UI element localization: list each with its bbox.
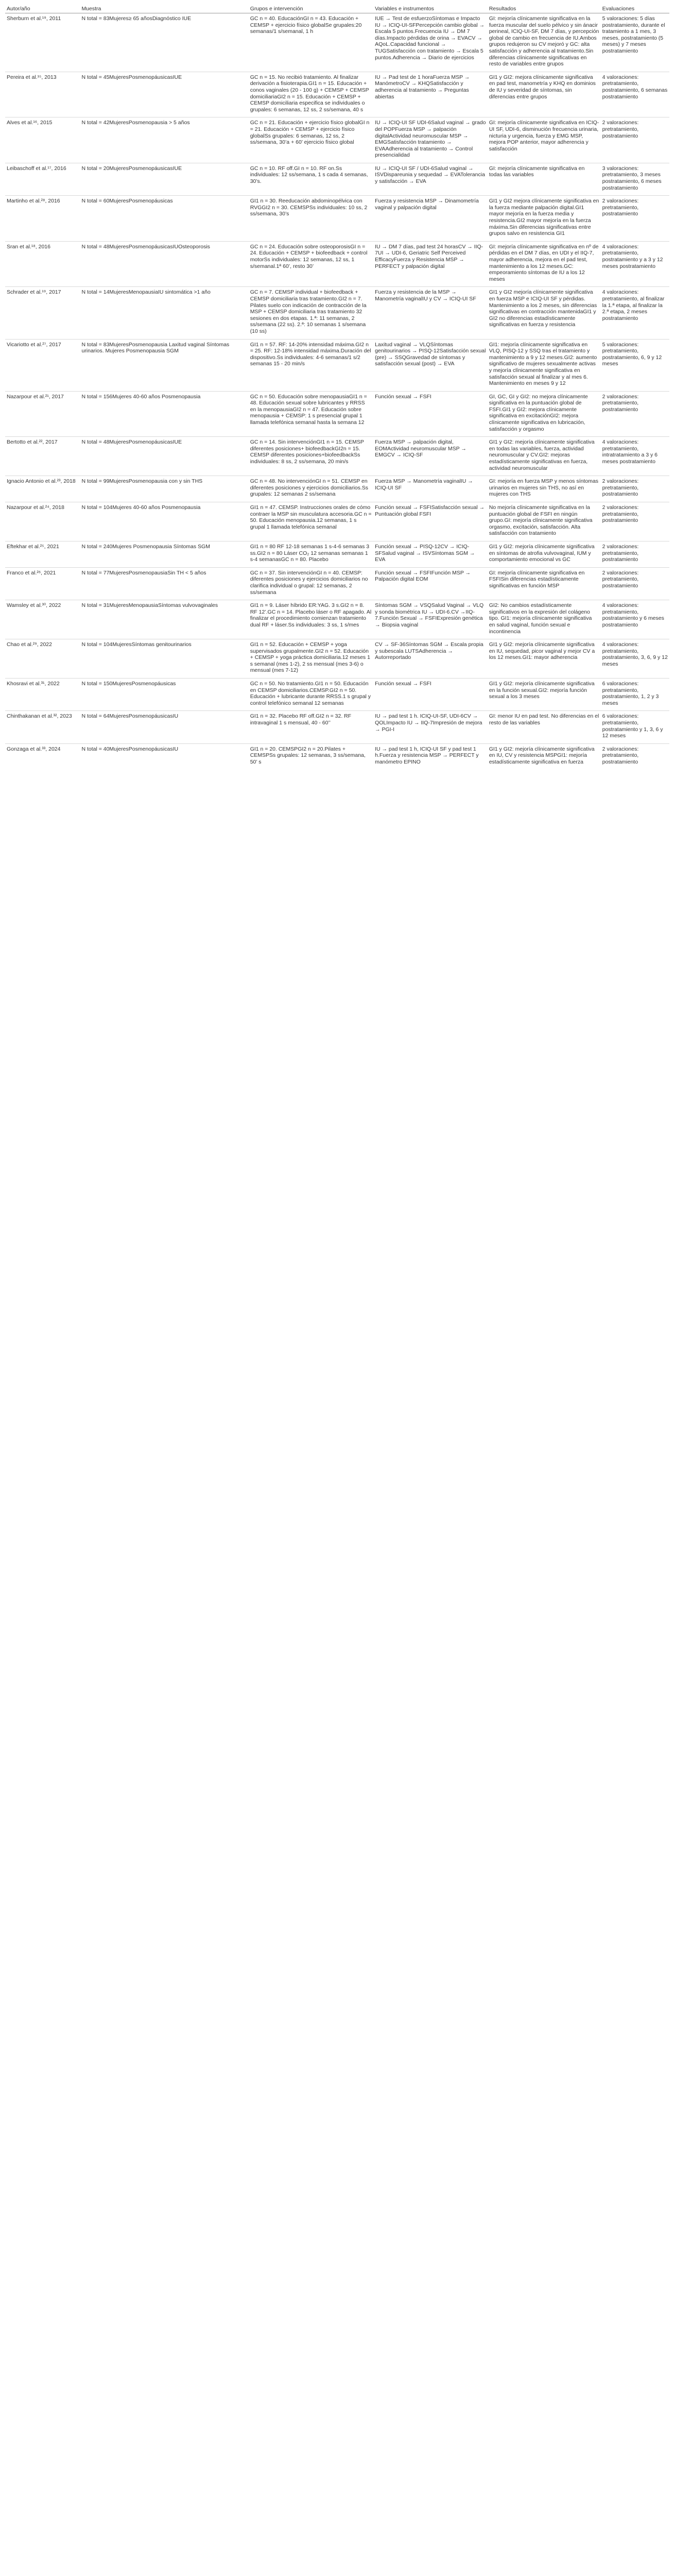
evaluations-cell: 4 valoraciones: pretratamiento, postratamiento y 6 meses postratamiento [601, 600, 669, 639]
author-cell: Franco et al.²⁶, 2021 [5, 567, 80, 600]
table-row [5, 679, 669, 711]
results-cell: GI1 y GI2: mejoría clínicamente significativa en IU, CV y resistencia MSPGI1: mejoría estadísticamente significativa en fuerza [488, 743, 601, 769]
table-row [5, 339, 669, 391]
author-cell: Sran et al.¹⁸, 2016 [5, 241, 80, 287]
groups-cell: GI1 n = 30. Reeducación abdominopélvica con RVGGI2 n = 30. CEMSPSs individuales: 10 ss, 2 ss/semana, 30’s [249, 196, 373, 242]
results-cell: GI: mejoría clínicamente significativa en FSFISin diferencias estadísticamente significativas en función MSP [488, 567, 601, 600]
groups-cell: GI1 n = 9. Láser híbrido ER:YAG. 3 s.GI2 n = 8. RF 12’.GC n = 14. Placebo láser o RF apagado. Al finalizar el procedimiento comienzan tratamiento dual RF + láser.Ss individuales: 3 ss, 1 s/mes [249, 600, 373, 639]
sample-cell: N total = 156Mujeres 40-60 años Posmenopausia [80, 391, 248, 437]
author-cell: Nazarpour et al.²⁴, 2018 [5, 502, 80, 541]
sample-cell: N total = 64MujeresPosmenopáusicasIU [80, 711, 248, 743]
groups-cell: GC n = 15. No recibió tratamiento. Al finalizar derivación a fisioterapia.GI1 n = 15. Educación + conos vaginales (20 - 100 g) + CEMSP + CEMSP domiciliariaGI2 n = 15. Educación + CEMSP + CEMSP domiciliaria especifica se individuales o grupales: 6 semanas, 12 ss, 2 ss/semana, 40 s [249, 72, 373, 117]
evaluations-cell: 2 valoraciones: pretratamiento, postratamiento [601, 541, 669, 567]
table-row [5, 567, 669, 600]
variables-cell: Fuerza y resistencia MSP → Dinamometría vaginal y palpación digital [373, 196, 488, 242]
groups-cell: GI1 n = 80 RF 12-18 semanas 1 s-4-6 semanas 3 ss.GI2 n = 80 Láser CO₂ 12 semanas semanas 1 s-4 semanasGC n = 80. Placebo [249, 541, 373, 567]
sample-cell: N total = 77MujeresPosmenopausiaSin TH < 5 años [80, 567, 248, 600]
groups-cell: GC n = 10. RF off.GI n = 10. RF on.Ss individuales: 12 ss/semana, 1 s cada 4 semanas, 30’s. [249, 163, 373, 195]
header-variables: Variables e instrumentos [373, 4, 488, 13]
results-cell: GI: mejoría en fuerza MSP y menos síntomas urinarios en mujeres sin THS, no así en mujeres con THS [488, 476, 601, 502]
sample-cell: N total = 45MujeresPosmenopáusicasIUE [80, 72, 248, 117]
author-cell: Nazarpour et al.²¹, 2017 [5, 391, 80, 437]
author-cell: Schrader et al.¹⁹, 2017 [5, 287, 80, 339]
sample-cell: N total = 60MujeresPosmenopáusicas [80, 196, 248, 242]
variables-cell: Síntomas SGM → VSQSalud Vaginal → VLQ y sonda biométrica IU → UDI-6.CV →IIQ-7.Función Sexual → FSFIExpresión genética → Biopsia vaginal [373, 600, 488, 639]
author-cell: Leibaschoff et al.¹⁷, 2016 [5, 163, 80, 195]
sample-cell: N total = 48MujeresPosmenopáusicasIUOsteoporosis [80, 241, 248, 287]
sample-cell: N total = 20MujeresPosmenopáusicasIUE [80, 163, 248, 195]
table-row [5, 163, 669, 195]
sample-cell: N total = 48MujeresPosmenopáusicasIUE [80, 437, 248, 476]
header-groups: Grupos e intervención [249, 4, 373, 13]
variables-cell: IU → pad test 1 h, ICIQ-UI SF y pad test 1 h.Fuerza y resistencia MSP → PERFECT y manómetro EPINO [373, 743, 488, 769]
table-row [5, 287, 669, 339]
results-cell: GI2: No cambios estadísticamente significativos en la expresión del colágeno tipo. GI1: mejoría clínicamente significativa en salud vaginal, función sexual e incontinencia [488, 600, 601, 639]
author-cell: Chao et al.²⁹, 2022 [5, 639, 80, 679]
results-cell: GI1 y GI2: mejoría clínicamente significativa en IU, sequedad, picor vaginal y mejor CV a los 12 meses.GI1: mayor adherencia [488, 639, 601, 679]
evaluations-cell: 3 valoraciones: pretratamiento, 3 meses postratamiento, 6 meses postratamiento [601, 163, 669, 195]
groups-cell: GC n = 50. Educación sobre menopausiaGI1 n = 48. Educación sexual sobre lubricantes y RRSS en la menopausiaGI2 n = 47. Educación sobre menopausia + CEMSP: 1 s presencial grupal 1 llamada telefónica semanal hasta la semana 12 [249, 391, 373, 437]
author-cell: Pereira et al.¹⁵, 2013 [5, 72, 80, 117]
table-row [5, 711, 669, 743]
header-author: Autor/año [5, 4, 80, 13]
sample-cell: N total = 104Mujeres 40-60 años Posmenopausia [80, 502, 248, 541]
sample-cell: N total = 42MujeresPosmenopausia > 5 años [80, 117, 248, 163]
author-cell: Khosravi et al.³¹, 2022 [5, 679, 80, 711]
groups-cell: GC n = 7. CEMSP individual + biofeedback + CEMSP domiciliaria tras tratamiento.GI2 n = 7. Pilates suelo con indicación de contracción de la MSP + CEMSP domiciliaria tras tratamiento 32 sesiones en dos etapas. 1.ª: 11 semanas, 2 ss/semana (22 ss). 2.ª: 10 semanas 1 s/semana (10 ss) [249, 287, 373, 339]
table-row [5, 117, 669, 163]
sample-cell: N total = 31MujeresMenopausiaSíntomas vulvovaginales [80, 600, 248, 639]
variables-cell: Función sexual → FSFI [373, 391, 488, 437]
results-cell: GI: mejoría clínicamente significativa en nº de pérdidas en el DM 7 días, en UDI y el IIQ-7, mayor adherencia, mejora en el pad test, mantenimiento a los 12 meses.GC: empeoramiento síntomas de IU a los 12 meses [488, 241, 601, 287]
header-evaluations: Evaluaciones [601, 4, 669, 13]
groups-cell: GI1 n = 47. CEMSP. Instrucciones orales de cómo contraer la MSP sin musculatura accesoria.GC n = 50. Educación menopausia.12 semanas, 1 s grupal 1 llamada telefónica semanal [249, 502, 373, 541]
header-row [5, 4, 669, 13]
author-cell: Eftekhar et al.²⁵, 2021 [5, 541, 80, 567]
evaluations-cell: 2 valoraciones: pretratamiento, postratamiento [601, 502, 669, 541]
variables-cell: Función sexual → PISQ-12CV → ICIQ-SFSalud vaginal → ISVSíntomas SGM → EVA [373, 541, 488, 567]
evaluations-cell: 5 valoraciones: 5 días postratamiento, durante el tratamiento a 1 mes, 3 meses, postratamiento (5 meses) y 7 meses postratamiento [602, 15, 665, 54]
table-row [5, 541, 669, 567]
sample-cell: N total = 240Mujeres Posmenopausia Síntomas SGM [80, 541, 248, 567]
evaluations-cell: 6 valoraciones: pretratamiento, postratamiento, 1, 2 y 3 meses [601, 679, 669, 711]
evaluations-cell: 2 valoraciones: pretratamiento, postratamiento [601, 476, 669, 502]
author-cell: Gonzaga et al.³³, 2024 [5, 743, 80, 769]
author-cell: Ignacio Antonio et al.²³, 2018 [5, 476, 80, 502]
results-cell: GI: mejoría clínicamente significativa en ICIQ-UI SF, UDI-6, disminución frecuencia urinaria, nicturia y urgencia, fuerza y EMG MSP, mejora POP anterior, mayor adherencia y satisfacción [488, 117, 601, 163]
variables-cell: Función sexual → FSFISatisfacción sexual → Puntuación global FSFI [373, 502, 488, 541]
evaluations-cell: 4 valoraciones: pretratamiento, postratamiento, 3, 6, 9 y 12 meses [601, 639, 669, 679]
variables-cell: Fuerza y resistencia de la MSP → Manometría vaginalIU y CV → ICIQ-UI SF [373, 287, 488, 339]
results-cell: GI1: mejoría clínicamente significativa en VLQ, PISQ-12 y SSQ tras el tratamiento y mantenimiento a 9 y 12 meses.GI2: aumento significativo de mujeres sexualmente activas y mejoría clínicamente significativa en satisfacción sexual al finalizar y al mes 6. Mantenimiento en meses 9 y 12 [488, 339, 601, 391]
author-cell: Wamsley et al.³⁰, 2022 [5, 600, 80, 639]
table-row [5, 241, 669, 287]
evaluations-cell: 4 valoraciones: pretratamiento, al finalizar la 1.ª etapa, al finalizar la 2.ª etapa, 2 meses postratamiento [601, 287, 669, 339]
evaluations-cell: 2 valoraciones: pretratamiento, postratamiento [601, 196, 669, 242]
sample-cell: N total = 99MujeresPosmenopausia con y sin THS [80, 476, 248, 502]
header-sample: Muestra [80, 4, 248, 13]
table-row [5, 502, 669, 541]
author-cell: Bertotto et al.²², 2017 [5, 437, 80, 476]
table-row [5, 476, 669, 502]
variables-cell: IU → pad test 1 h. ICIQ-UI-SF, UDI-6CV → QOLImpacto IU → IIQ-7Impresión de mejora → PGI-I [373, 711, 488, 743]
groups-cell: GC n = 24. Educación sobre osteoporosisGI n = 24. Educación + CEMSP + biofeedback + control motorSs individuales: 12 semanas, 12 ss, 1 s/semanal.1ª 60’, resto 30’ [249, 241, 373, 287]
evaluations-cell: 2 valoraciones: pretratamiento, postratamiento [601, 391, 669, 437]
table-row [5, 600, 669, 639]
evaluations-cell: 4 valoraciones: pretratamiento, intratratamiento a 3 y 6 meses postratamiento [601, 437, 669, 476]
variables-cell: Laxitud vaginal → VLQSíntomas genitourinarios → PISQ-12Satisfacción sexual (pre) → SSQGravedad de síntomas y satisfacción sexual (post) → EVA [373, 339, 488, 391]
results-cell: GI: mejoría clínicamente significativa en la fuerza muscular del suelo pélvico y sin ánacir perineal, ICIQ-UI-SF, DM 7 días, y percepción global de cambio en frecuencia de IU.Ambos grupos redujeron su CV mejoró y GC: alta satisfacción y adherencia al tratamiento.Sin diferencias clínicamente significativas en resto de variables entre grupos [489, 15, 599, 67]
variables-cell: IUE → Test de esfuerzoSíntomas e Impacto IU → ICIQ-UI-SFPercepción cambio global → Escala 5 puntos.Frecuencia IU → DM 7 días.Impacto pérdidas de orina → EVACV → AQoL.Capacidad funcional → TUGSatisfacción con tratamiento → Escala 5 puntos.Adherencia → Diario de ejercicios [375, 15, 485, 61]
sample-cell: N total = 83MujeresPosmenopausia Laxitud vaginal Síntomas urinarios. Mujeres Posmenopausia SGM [80, 339, 248, 391]
results-cell: GI1 y GI2 mejoría clínicamente significativa en fuerza MSP e ICIQ-UI SF y pérdidas. Mantenimiento a los 2 meses, sin diferencias significativas en contracción mantenidaGI1 y GI2 no diferencias estadísticamente significativas en fuerza y resistencia [488, 287, 601, 339]
sample-cell: N total = 40MujeresPosmenopáusicasIU [80, 743, 248, 769]
evaluations-cell: 5 valoraciones: pretratamiento, postratamiento, 6, 9 y 12 meses [601, 339, 669, 391]
groups-cell: GI1 n = 32. Placebo RF off.GI2 n = 32. RF intravaginal 1 s mensual, 40 - 60’’ [249, 711, 373, 743]
table-row [5, 391, 669, 437]
results-cell: GI: menor IU en pad test. No diferencias en el resto de las variables [488, 711, 601, 743]
groups-cell: GC n = 21. Educación + ejercicio físico globalGI n = 21. Educación + CEMSP + ejercicio físico globalSs grupales: 6 semanas, 12 ss, 2 ss/semana, 30’a + 60’ ejercicio físico global [249, 117, 373, 163]
table-row [5, 13, 669, 72]
results-cell: GI: mejoría clínicamente significativa en todas las variables [488, 163, 601, 195]
author-cell: Sherburn et al.¹⁹, 2011 [7, 15, 61, 22]
table-row [5, 72, 669, 117]
groups-cell: GC n = 48. No intervenciónGI n = 51. CEMSP en diferentes posiciones y ejercicios domiciliarios.Ss grupales: 12 semanas 2 ss/semana [249, 476, 373, 502]
results-cell: No mejoría clínicamente significativa en la puntuación global de FSFI en ningún grupo.GI: mejoría clínicamente significativa orgasmo, excitación, satisfacción. Alta satisfacción con tratamiento [488, 502, 601, 541]
variables-cell: IU → ICIQ-UI SF / UDI-6Salud vaginal → ISVDispareunia y sequedad → EVATolerancia y satisfacción → EVA [373, 163, 488, 195]
results-cell: GI1 y GI2: mejoría clínicamente significativa en la función sexual.GI2: mejoría función sexual a los 3 meses [488, 679, 601, 711]
groups-cell: GC n = 40. EducaciónGI n = 43. Educación + CEMSP + ejercicio físico globalSe grupales:20 semanas/1 s/semanal, 1 h [250, 15, 362, 35]
evaluations-cell: 6 valoraciones: pretratamiento, postratamiento y 1, 3, 6 y 12 meses [601, 711, 669, 743]
sample-cell: N total = 14MujeresMenopausiaIU sintomática >1 año [80, 287, 248, 339]
results-cell: GI1 y GI2: mejora clínicamente significativa en pad test, manometría y KHQ en dominios de IU y severidad de síntomas, sin diferencias entre grupos [488, 72, 601, 117]
sample-cell: N total = 104MujeresSíntomas genitourinarios [80, 639, 248, 679]
groups-cell: GC n = 37. Sin intervenciónGI n = 40. CEMSP: diferentes posiciones y ejercicios domiciliarios no clarifica individual o grupal: 12 semanas, 2 ss/semana [249, 567, 373, 600]
table-row [5, 437, 669, 476]
author-cell: Alves et al.¹⁶, 2015 [5, 117, 80, 163]
header-results: Resultados [488, 4, 601, 13]
variables-cell: CV → SF-36Síntomas SGM → Escala propia y subescala LUTSAdherencia → Autorreportado [373, 639, 488, 679]
table-row [5, 743, 669, 769]
variables-cell: IU → ICIQ-UI SF UDI-6Salud vaginal → grado del POPFuerza MSP → palpación digitalActividad neuromuscular MSP → EMGSatisfacción tratamiento → EVAAdherencia al tratamiento → Control presencialidad [373, 117, 488, 163]
groups-cell: GI1 n = 20. CEMSPGI2 n = 20.Pilates + CEMSPSs grupales: 12 semanas, 3 ss/semana, 50’ s [249, 743, 373, 769]
variables-cell: IU → DM 7 días, pad test 24 horasCV → IIQ-7UI → UDI-6, Geriatric Self Perceived EfficacyFuerza y Resistencia MSP → PERFECT y palpación digital [373, 241, 488, 287]
results-cell: GI1 y GI2 mejora clínicamente significativa en la fuerza mediante palpación digital.GI1 mayor mejoría en la fuerza media y resistencia.GI2 mayor mejoría en la fuerza máxima.Sin diferencias significativas entre grupos salvo en resistencia GI1 [488, 196, 601, 242]
groups-cell: GC n = 14. Sin intervenciónGI1 n = 15. CEMSP diferentes posiciones+ biofeedbackGI2n = 15. CEMSP diferentes posiciones+biofeedbackSs individuales: 8 ss, 2 ss/semana, 20 min/s [249, 437, 373, 476]
variables-cell: Función sexual → FSFIFunción MSP → Palpación digital EOM [373, 567, 488, 600]
sample-cell: N total = 150MujeresPosmenopáusicas [80, 679, 248, 711]
author-cell: Chinthakanan et al.³², 2023 [5, 711, 80, 743]
variables-cell: IU → Pad test de 1 horaFuerza MSP → ManómetroCV → KHQSatisfacción y adherencia al tratamiento → Preguntas abiertas [373, 72, 488, 117]
evaluations-cell: 2 valoraciones: pretratamiento, postratamiento [601, 117, 669, 163]
variables-cell: Fuerza MSP → Manometría vaginalIU → ICIQ-UI SF [373, 476, 488, 502]
results-cell: GI1 y GI2: mejoría clínicamente significativa en síntomas de atrofia vulvovaginal, IUM y comportamiento emocional vs GC [488, 541, 601, 567]
results-cell: GI, GC, GI y GI2: no mejora clínicamente significativa en la puntuación global de FSFI.GI1 y GI2: mejora clínicamente significativa en excitaciónGI2: mejora clínicamente significativa en lubricación, satisfacción y orgasmo [488, 391, 601, 437]
author-cell: Martinho et al.²⁸, 2016 [5, 196, 80, 242]
groups-cell: GI1 n = 52. Educación + CEMSP + yoga supervisados grupalmente.GI2 n = 52. Educación + CEMSP + yoga práctica domiciliaria.12 meses 1 s semanal (mes 1-2), 2 ss mensual (mes 3-6) o mensual (mes 7-12) [249, 639, 373, 679]
evaluations-cell: 4 valoraciones: pretratamiento, postratamiento, 6 semanas postratamiento [601, 72, 669, 117]
table-row [5, 639, 669, 679]
variables-cell: Función sexual → FSFI [373, 679, 488, 711]
evaluations-cell: 2 valoraciones: pretratamiento, postratamiento [601, 567, 669, 600]
table-row [5, 196, 669, 242]
groups-cell: GC n = 50. No tratamiento.GI1 n = 50. Educación en CEMSP domiciliarios.CEMSP.GI2 n = 50. Educación + lubricante durante RRSS.1 s grupal y control telefónico semanal 12 semanas [249, 679, 373, 711]
evaluations-cell: 4 valoraciones: pretratamiento, postratamiento y a 3 y 12 meses postratamiento [601, 241, 669, 287]
evaluations-cell: 2 valoraciones: pretratamiento, postratamiento [601, 743, 669, 769]
variables-cell: Fuerza MSP → palpación digital, EOMActividad neuromuscular MSP → EMGCV → ICIQ-SF [373, 437, 488, 476]
sample-cell: N total = 83Mujeres≥ 65 añosDiagnóstico IUE [81, 15, 192, 22]
groups-cell: GI1 n = 57. RF: 14-20% intensidad máxima.GI2 n = 25. RF: 12-18% intensidad máxima.Duración del dispositivo.Ss individuales: 4-6 semanas/1 s/2 semanas 15 - 20 min/s [249, 339, 373, 391]
results-cell: GI1 y GI2: mejoría clínicamente significativa en todas las variables, fuerza, actividad neuromuscular y CV.GI2: mejoras estadísticamente significativas en fuerza, actividad neuromuscular [488, 437, 601, 476]
studies-table [5, 4, 669, 770]
author-cell: Vicariotto et al.²⁷, 2017 [5, 339, 80, 391]
